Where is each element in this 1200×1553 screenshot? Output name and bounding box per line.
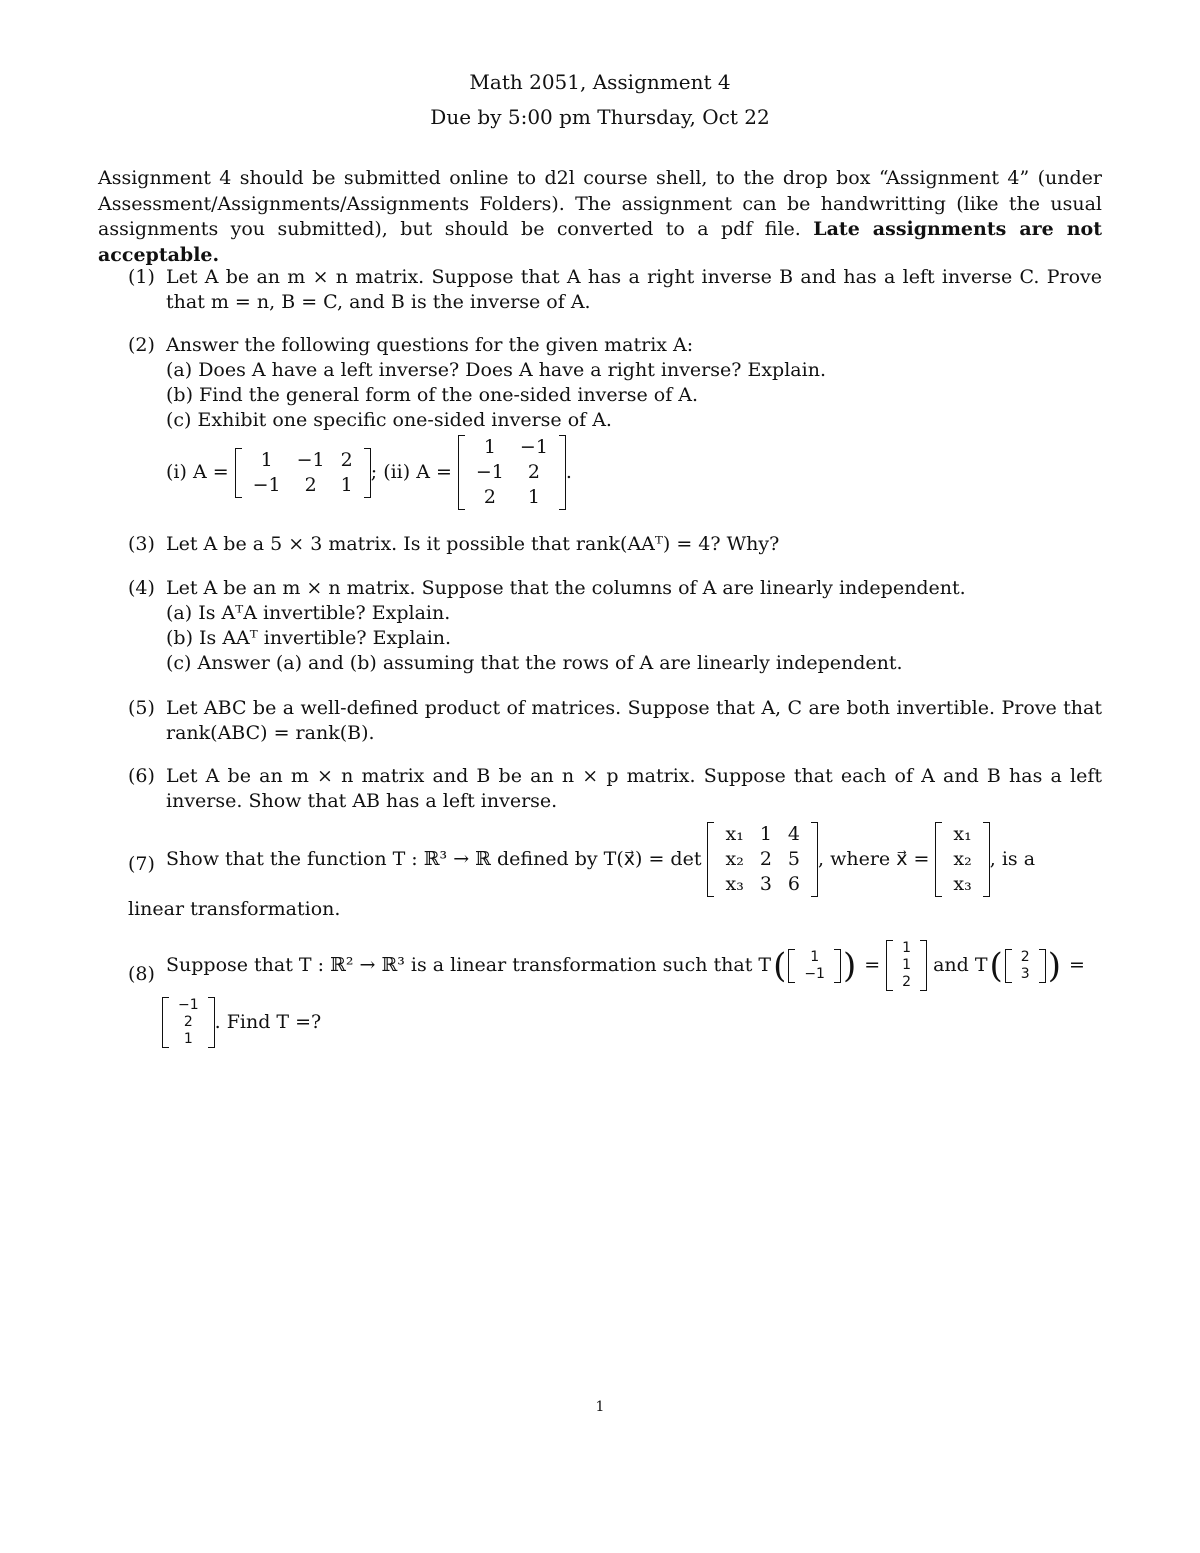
open-paren: (: [773, 945, 787, 986]
matrix-entry: −1: [519, 436, 548, 458]
problem-7-pre: Show that the function T : ℝ³ → ℝ defined by T(x⃗) = det: [166, 848, 702, 870]
matrix-entry: x₁: [953, 823, 972, 845]
problem-8-tail: . Find T =?: [214, 1011, 322, 1033]
problem-number: (8): [128, 963, 155, 985]
matrix-entry: 1: [810, 948, 820, 965]
matrix-row: [172, 997, 205, 1014]
equals-2: =: [1068, 954, 1085, 976]
problem-8: [128, 940, 1102, 1048]
matrix-row: [717, 822, 808, 847]
matrix-entry: 1: [902, 957, 912, 973]
vector-w2: [162, 997, 215, 1048]
matrix-entry: 6: [787, 873, 801, 895]
problem-8-second-line: [162, 997, 1102, 1048]
matrix-entry: 1: [260, 448, 273, 471]
vector-v1: [788, 949, 841, 983]
matrix-entry: 1: [902, 940, 912, 956]
matrix-entry: −1: [178, 997, 199, 1013]
matrix-entry: 2: [340, 448, 353, 471]
matrix-entry: 1: [183, 1031, 193, 1047]
due-date: Due by 5:00 pm Thursday, Oct 22: [430, 105, 770, 129]
matrix-row: [468, 460, 556, 485]
problem-7-mid: , where x⃗ =: [818, 848, 930, 870]
problem-7: [128, 822, 1102, 922]
problem-number: (6): [128, 765, 155, 787]
problem-number: (1): [128, 266, 155, 288]
problem-7-post: , is a: [989, 848, 1036, 870]
matrix-entry: 1: [759, 823, 772, 845]
problem-8-pre: Suppose that T : ℝ² → ℝ³ is a linear transformation such that T: [166, 954, 772, 976]
matrix-entry: x₁: [725, 823, 744, 845]
matrix-entry: 1: [527, 486, 540, 508]
matrix-row: [717, 847, 808, 872]
label-i: (i) A =: [166, 461, 229, 483]
matrix-table: [245, 448, 361, 498]
intro-paragraph: [98, 166, 1102, 268]
matrix-entry: 2: [527, 461, 540, 483]
page-title: Math 2051, Assignment 4: [469, 70, 731, 94]
matrix-row: [717, 872, 808, 897]
late-policy: Late assignments are not acceptable.: [98, 218, 1102, 266]
det-matrix: [707, 822, 818, 897]
matrix-table: [798, 949, 831, 983]
problem-text: Let A be an m × n matrix and B be an n × p matrix. Suppose that each of A and B has a left inverse. Show that AB has a left inverse.: [166, 765, 1102, 812]
matrix-table: [468, 435, 556, 510]
subquestion-b: (b) Is AAᵀ invertible? Explain.: [166, 627, 452, 649]
matrix-entry: x₂: [953, 848, 972, 870]
matrix-row: [798, 966, 831, 983]
problem-number: (7): [128, 853, 155, 875]
matrix-line: [166, 435, 1102, 510]
problem-text: Answer the following questions for the given matrix A:: [166, 334, 694, 356]
problem-5: [128, 696, 1102, 746]
matrix-row: [172, 1014, 205, 1031]
matrix-row: [1015, 966, 1036, 983]
problem-number: (3): [128, 533, 155, 555]
matrix-entry: 2: [902, 974, 912, 990]
matrix-entry: 2: [759, 848, 772, 870]
subquestion-b: (b) Find the general form of the one-sided inverse of A.: [166, 384, 699, 406]
matrix-row: [945, 822, 979, 847]
matrix-entry: −1: [252, 473, 281, 496]
matrix-entry: 2: [183, 1014, 193, 1030]
matrix-row: [172, 1031, 205, 1048]
matrix-row: [896, 957, 917, 974]
matrix-row: [468, 435, 556, 460]
matrix-ii: [458, 435, 566, 510]
subquestion-c: (c) Exhibit one specific one-sided inverse of A.: [166, 409, 612, 431]
matrix-table: [1015, 949, 1036, 983]
matrix-row: [798, 949, 831, 966]
matrix-row: [896, 940, 917, 957]
problem-2: [128, 333, 1102, 510]
problem-1: [128, 265, 1102, 315]
matrix-entry: x₂: [725, 848, 744, 870]
problem-4: [128, 576, 1102, 676]
x-vector: [935, 822, 989, 897]
matrix-entry: 1: [483, 436, 496, 458]
matrix-entry: x₃: [953, 873, 972, 895]
matrix-entry: 2: [483, 486, 496, 508]
vector-w1: [886, 940, 927, 991]
matrix-table: [717, 822, 808, 897]
matrix-i: [235, 448, 371, 498]
matrix-entry: 4: [787, 823, 801, 845]
problem-6: [128, 764, 1102, 814]
problem-3: [128, 532, 1102, 557]
matrix-entry: 3: [759, 873, 772, 895]
matrix-row: [896, 974, 917, 991]
matrix-entry: −1: [296, 448, 325, 471]
problem-7-tail: linear transformation.: [128, 898, 341, 920]
matrix-row: [945, 847, 979, 872]
matrix-row: [945, 872, 979, 897]
close-paren: ): [842, 945, 857, 986]
matrix-table: [172, 997, 205, 1048]
subquestion-a: (a) Is AᵀA invertible? Explain.: [166, 602, 451, 624]
open-paren: (: [989, 945, 1003, 986]
matrix-entry: 2: [304, 473, 317, 496]
matrix-row: [245, 473, 361, 498]
matrix-entry: 1: [340, 473, 353, 496]
matrix-row: [1015, 949, 1036, 966]
matrix-entry: 2: [1020, 948, 1030, 965]
page-number: 1: [595, 1399, 605, 1415]
problem-7-line: [166, 822, 1102, 897]
close-paren: ): [1047, 945, 1061, 986]
matrix-entry: −1: [804, 965, 825, 982]
problem-text: Let ABC be a well-defined product of matrices. Suppose that A, C are both invertible. Prove that rank(ABC) = rank(B).: [166, 697, 1102, 744]
matrix-row: [245, 448, 361, 473]
vector-v2: [1005, 949, 1046, 983]
matrix-row: [468, 485, 556, 510]
equals-1: =: [864, 954, 881, 976]
matrix-entry: x₃: [725, 873, 744, 895]
matrix-table: [945, 822, 979, 897]
matrix-entry: 3: [1020, 965, 1030, 982]
intro-text: Assignment 4 should be submitted online to d2l course shell, to the drop box “Assignment 4” (under Assessment/Assignments/Assignments Folders). The assignment can be handwritting (like the usual assignments you submitted), but should be converted to a pdf file.: [98, 167, 1102, 240]
matrix-table: [896, 940, 917, 991]
problem-number: (2): [128, 334, 155, 356]
problem-number: (5): [128, 697, 155, 719]
matrix-entry: −1: [475, 461, 504, 483]
problem-text: Let A be a 5 × 3 matrix. Is it possible that rank(AAᵀ) = 4? Why?: [166, 533, 780, 555]
problem-8-line: [166, 940, 1102, 991]
problem-text: Let A be an m × n matrix. Suppose that A has a right inverse B and has a left inverse C. Prove that m = n, B = C, and B is the inverse of A.: [166, 266, 1102, 313]
label-ii: ; (ii) A =: [370, 461, 452, 483]
and-text: and T: [933, 954, 988, 976]
subquestion-a: (a) Does A have a left inverse? Does A have a right inverse? Explain.: [166, 359, 826, 381]
matrix-entry: 5: [787, 848, 801, 870]
subquestion-c: (c) Answer (a) and (b) assuming that the rows of A are linearly independent.: [166, 652, 903, 674]
end-period: .: [565, 461, 572, 483]
problem-text: Let A be an m × n matrix. Suppose that the columns of A are linearly independent.: [166, 577, 966, 599]
problem-number: (4): [128, 577, 155, 599]
